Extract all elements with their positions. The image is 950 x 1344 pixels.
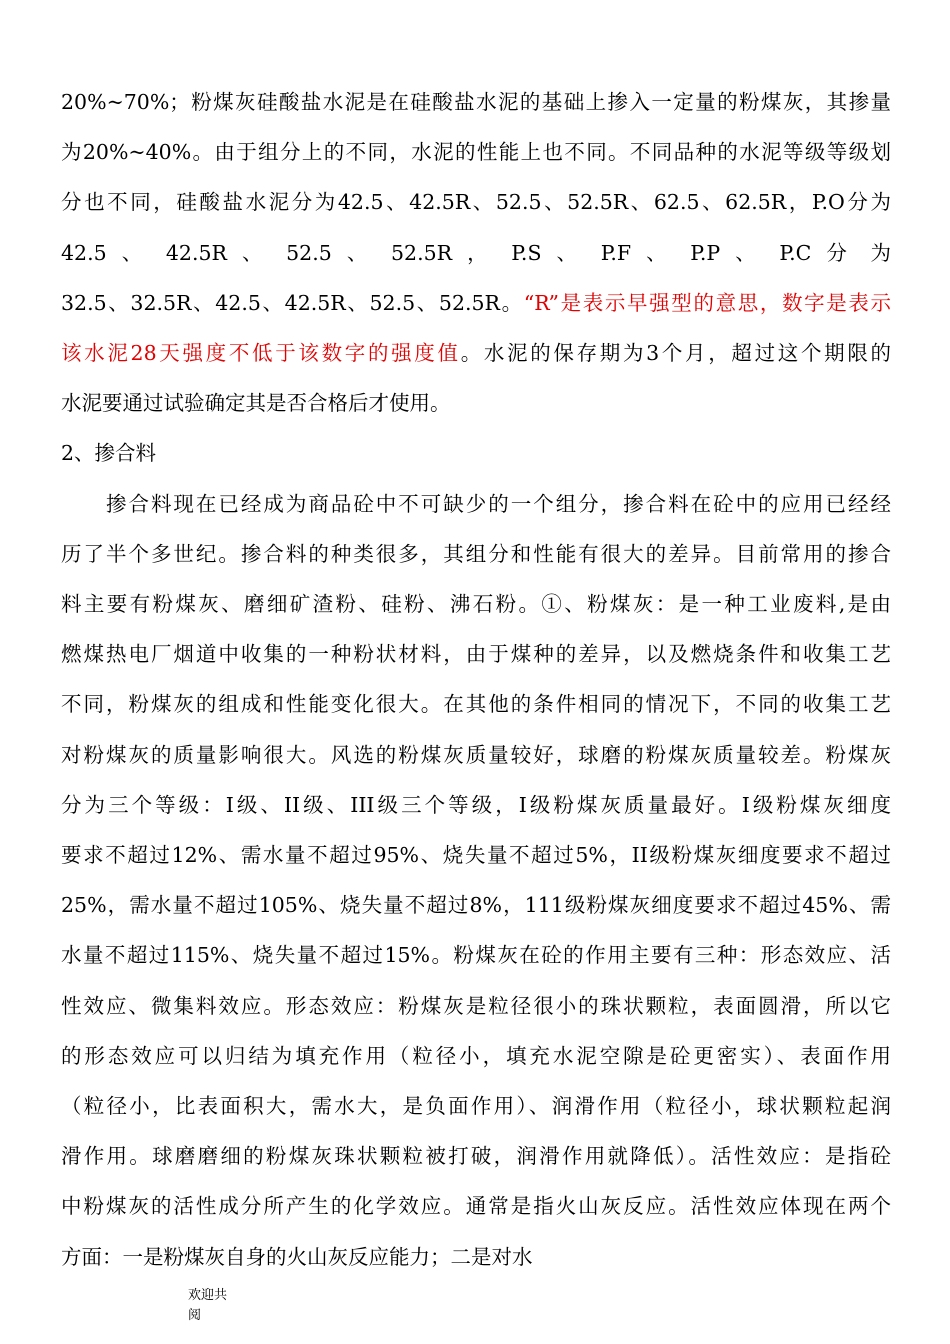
text-line bbox=[61, 935, 891, 975]
text-line bbox=[61, 182, 891, 222]
text-line bbox=[61, 132, 891, 172]
highlighted-text: 该水泥28天强度不低于该数字的强度值 bbox=[61, 341, 461, 365]
text-line bbox=[61, 534, 891, 574]
body-text: 料主要有粉煤灰、磨细矿渣粉、硅粉、沸石粉。①、粉煤灰：是一种工业废料,是由 bbox=[61, 592, 891, 616]
footer-note bbox=[188, 1286, 248, 1326]
text-line bbox=[61, 1136, 891, 1176]
body-text: 性效应、微集料效应。形态效应：粉煤灰是粒径很小的珠状颗粒，表面圆滑，所以它 bbox=[61, 993, 891, 1018]
text-line bbox=[61, 484, 891, 524]
body-text: 25%，需水量不超过105%、烧失量不超过8%，111级粉煤灰细度要求不超过45%、需 bbox=[61, 893, 891, 918]
footer-line-2: 阅 bbox=[188, 1308, 202, 1323]
body-text: 32.5、32.5R、42.5、42.5R、52.5、52.5R。 bbox=[61, 290, 524, 315]
text-line bbox=[61, 383, 451, 423]
body-text: 掺合料现在已经成为商品砼中不可缺少的一个组分，掺合料在砼中的应用已经经 bbox=[61, 491, 891, 516]
body-text: 42.5 、 42.5R 、 52.5 、 52.5R ， P.S 、 P.F 、 P.P 、 P.C 分 为 bbox=[61, 240, 891, 265]
text-line bbox=[61, 584, 891, 624]
text-line bbox=[61, 233, 891, 273]
body-text: 分为三个等级：I级、II级、III级三个等级，I级粉煤灰质量最好。I级粉煤灰细度 bbox=[61, 792, 891, 817]
text-line bbox=[61, 1237, 533, 1277]
body-text: 的形态效应可以归结为填充作用（粒径小，填充水泥空隙是砼更密实）、表面作用 bbox=[61, 1043, 891, 1068]
text-line bbox=[61, 835, 891, 875]
text-line bbox=[61, 1086, 891, 1126]
text-line bbox=[61, 283, 891, 323]
body-text: 2、掺合料 bbox=[61, 441, 157, 466]
body-text: 20%~70%；粉煤灰硅酸盐水泥是在硅酸盐水泥的基础上掺入一定量的粉煤灰，其掺量 bbox=[61, 90, 891, 114]
body-text: 为20%~40%。由于组分上的不同，水泥的性能上也不同。不同品种的水泥等级等级划 bbox=[61, 140, 891, 165]
text-line bbox=[61, 82, 891, 122]
body-text: 燃煤热电厂烟道中收集的一种粉状材料，由于煤种的差异，以及燃烧条件和收集工艺 bbox=[61, 642, 891, 667]
text-line bbox=[61, 634, 891, 674]
text-line bbox=[61, 885, 891, 925]
text-line bbox=[61, 785, 891, 825]
text-line bbox=[61, 684, 891, 724]
footer-line-1: 欢迎共 bbox=[188, 1288, 228, 1303]
body-text: （粒径小，比表面积大，需水大，是负面作用）、润滑作用（粒径小，球状颗粒起润 bbox=[61, 1094, 891, 1118]
highlighted-text: “R”是表示早强型的意思，数字是表示 bbox=[523, 290, 891, 315]
body-text: 中粉煤灰的活性成分所产生的化学效应。通常是指火山灰反应。活性效应体现在两个 bbox=[61, 1194, 891, 1219]
text-line bbox=[61, 333, 891, 373]
text-line bbox=[61, 1186, 891, 1226]
text-line bbox=[61, 735, 891, 775]
text-line bbox=[61, 1036, 891, 1076]
body-text: 。水泥的保存期为3个月，超过这个期限的 bbox=[460, 341, 891, 365]
body-text: 要求不超过12%、需水量不超过95%、烧失量不超过5%，II级粉煤灰细度要求不超过 bbox=[61, 843, 891, 867]
text-line bbox=[61, 986, 891, 1026]
body-text: 不同，粉煤灰的组成和性能变化很大。在其他的条件相同的情况下，不同的收集工艺 bbox=[61, 692, 891, 717]
body-text: 方面：一是粉煤灰自身的火山灰反应能力；二是对水 bbox=[61, 1244, 533, 1269]
body-text: 对粉煤灰的质量影响很大。风选的粉煤灰质量较好，球磨的粉煤灰质量较差。粉煤灰 bbox=[61, 742, 891, 767]
body-text: 水泥要通过试验确定其是否合格后才使用。 bbox=[61, 391, 451, 416]
body-text: 水量不超过115%、烧失量不超过15%。粉煤灰在砼的作用主要有三种：形态效应、活 bbox=[61, 943, 891, 968]
body-text: 历了半个多世纪。掺合料的种类很多，其组分和性能有很大的差异。目前常用的掺合 bbox=[61, 541, 891, 566]
body-text: 分也不同，硅酸盐水泥分为42.5、42.5R、52.5、52.5R、62.5、62.5R，P.O分为 bbox=[61, 190, 891, 215]
text-line bbox=[61, 433, 156, 473]
body-text: 滑作用。球磨磨细的粉煤灰珠状颗粒被打破，润滑作用就降低）。活性效应：是指砼 bbox=[61, 1144, 891, 1169]
